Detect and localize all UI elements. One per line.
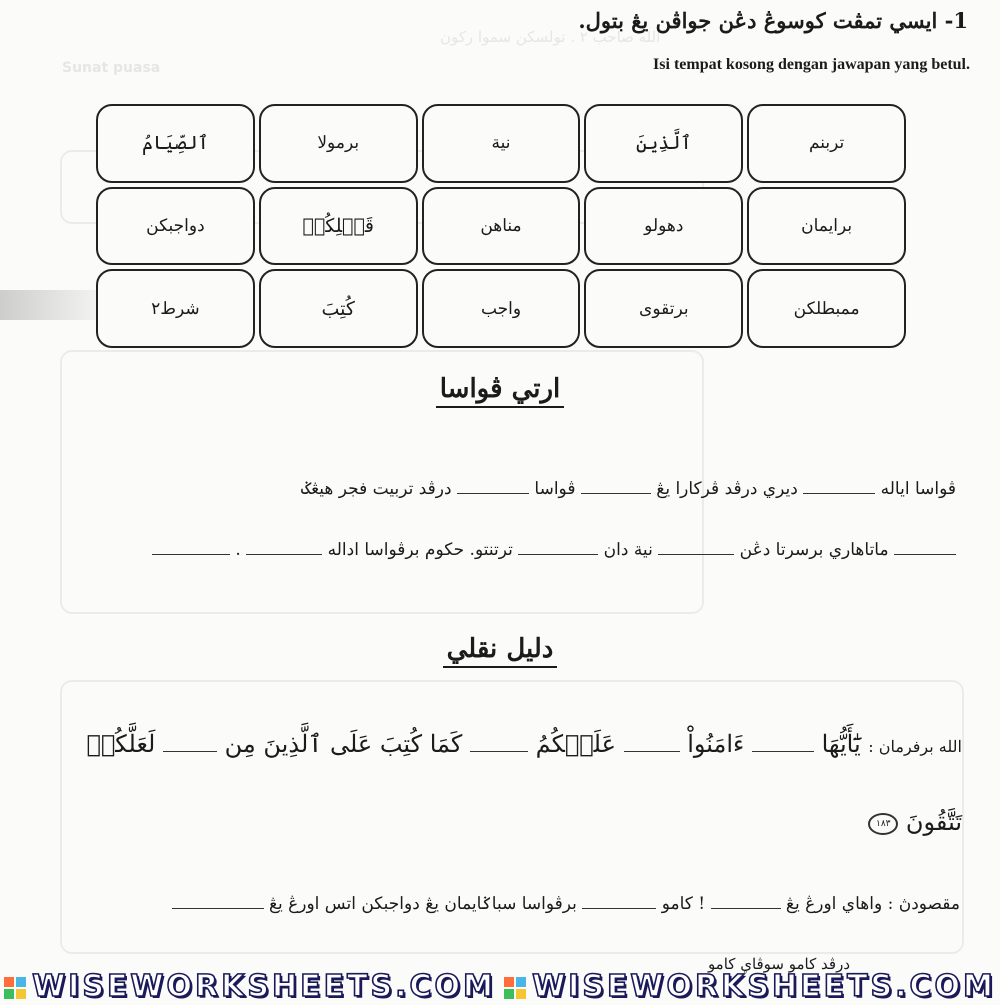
text-segment: ڤواسا اياله	[880, 479, 956, 499]
instruction-jawi: 1- ايسي تمڤت كوسوڠ دڠن جواڤن يڠ بتول.	[578, 8, 968, 33]
answer-blank[interactable]	[457, 492, 529, 494]
word-card[interactable]: مناهن	[422, 187, 581, 266]
section-title-evidence-text: دليل نقلي	[443, 634, 558, 668]
verse-segment: كَمَا كُتِبَ عَلَى ٱلَّذِينَ مِن	[224, 730, 463, 758]
site-logo	[4, 969, 496, 1004]
site-logo	[504, 969, 996, 1004]
word-card[interactable]: ٱلَّذِينَ	[584, 104, 743, 183]
word-bank-grid	[96, 104, 906, 348]
section-title-evidence	[0, 634, 1000, 664]
verse-segment: عَلَيۡكُمُ	[535, 730, 616, 758]
word-card[interactable]: ممبطلكن	[747, 269, 906, 348]
section-title-definition-text: ارتي ڤواسا	[436, 374, 565, 408]
word-card[interactable]: دهولو	[584, 187, 743, 266]
answer-blank[interactable]	[152, 553, 230, 555]
answer-blank[interactable]	[172, 907, 264, 909]
text-segment: .	[235, 540, 241, 560]
site-logo-text: WISEWORKSHEETS.COM	[532, 969, 996, 1004]
answer-blank[interactable]	[803, 492, 875, 494]
instruction-english: Isi tempat kosong dengan jawapan yang betul.	[653, 56, 970, 73]
site-logo-text: WISEWORKSHEETS.COM	[32, 969, 496, 1004]
word-card[interactable]: برايمان	[747, 187, 906, 266]
verse-segment: لَعَلَّكُمۡ	[86, 730, 156, 758]
word-card[interactable]: دواجبكن	[96, 187, 255, 266]
word-card[interactable]: ٱلصِّيَامُ	[96, 104, 255, 183]
logo-badge-icon	[4, 977, 26, 999]
section-title-definition	[0, 374, 1000, 404]
text-segment: ! كامو	[661, 894, 706, 914]
answer-blank[interactable]	[246, 553, 322, 555]
answer-blank[interactable]	[711, 907, 781, 909]
answer-blank[interactable]	[624, 750, 680, 752]
verse-end: تَتَّقُونَ	[905, 808, 962, 836]
verse-lead: الله برفرمان :	[868, 737, 962, 756]
text-segment: ديري درڤد ڤركارا يڠ	[656, 479, 798, 499]
verse-segment: ءَامَنُواْ	[687, 730, 745, 758]
word-card[interactable]: تربنم	[747, 104, 906, 183]
text-segment: ترتنتو. حکوم برڤواسا اداله	[327, 540, 513, 560]
word-card[interactable]: برمولا	[259, 104, 418, 183]
text-segment: نية دان	[603, 540, 653, 560]
answer-blank[interactable]	[658, 553, 734, 555]
word-card[interactable]: قَبۡلِكُمۡ	[259, 187, 418, 266]
word-card[interactable]: نية	[422, 104, 581, 183]
logo-badge-icon	[504, 977, 526, 999]
meaning-line	[172, 893, 960, 914]
quran-verse-end	[868, 808, 962, 836]
word-card[interactable]: واجب	[422, 269, 581, 348]
answer-blank[interactable]	[582, 907, 656, 909]
footer-banner	[0, 968, 1000, 1005]
answer-blank[interactable]	[894, 553, 956, 555]
text-segment: مقصودڽ : واهاي اورڠ يڠ	[785, 894, 960, 914]
word-card[interactable]: برتقوى	[584, 269, 743, 348]
text-segment: ڤواسا	[534, 479, 576, 499]
ayah-number-marker: ١٨٣	[868, 813, 898, 835]
text-segment: برڤواسا سباݢايمان يڠ دواجبكن اتس اورڠ يڠ	[268, 894, 577, 914]
text-segment: ماتاهاري برسرتا دڠن	[739, 540, 889, 560]
bleed-text: Sunat puasa	[62, 60, 161, 76]
word-card[interactable]: كُتِبَ	[259, 269, 418, 348]
answer-blank[interactable]	[163, 750, 217, 752]
answer-blank[interactable]	[470, 750, 528, 752]
definition-line-1	[301, 478, 956, 499]
quran-verse-line	[86, 730, 962, 758]
text-segment: درڤد تربيت فجر هيڠݢ	[301, 479, 452, 499]
cut-off-line: درڤد كامو سوڤاي كامو	[707, 955, 850, 973]
answer-blank[interactable]	[752, 750, 814, 752]
answer-blank[interactable]	[518, 553, 598, 555]
bleed-text: الله صاحب ٢ . تولسکن سموا رکون	[440, 28, 661, 46]
definition-line-2	[152, 540, 956, 560]
word-card[interactable]: شرط٢	[96, 269, 255, 348]
answer-blank[interactable]	[581, 492, 651, 494]
verse-segment: يَٰٓأَيُّهَا	[821, 730, 861, 758]
